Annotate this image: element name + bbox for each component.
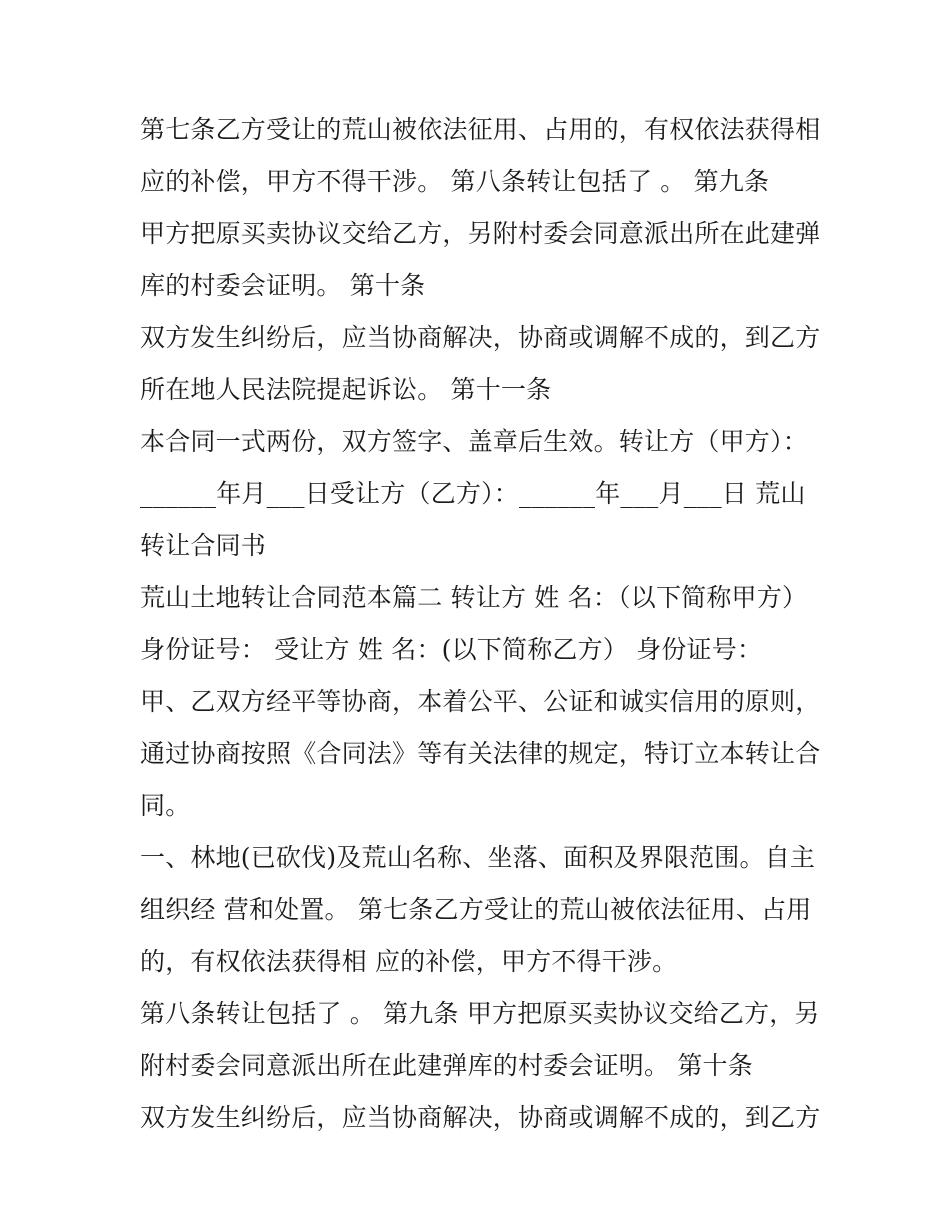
text-line: 甲方把原买卖协议交给乙方，另附村委会同意派出所在此建弹 <box>140 219 821 248</box>
text-line: 同。 <box>140 791 191 820</box>
text-line: 双方发生纠纷后，应当协商解决，协商或调解不成的，到乙方 <box>140 323 821 352</box>
document-body <box>140 104 820 1144</box>
text-line: 组织经 营和处置。 第七条乙方受让的荒山被依法征用、占用 <box>140 895 812 924</box>
text-line: 的，有权依法获得相 应的补偿，甲方不得干涉。 <box>140 947 678 976</box>
text-line: 双方发生纠纷后，应当协商解决，协商或调解不成的，到乙方 <box>140 1103 821 1132</box>
text-line: 转让合同书 <box>140 531 267 560</box>
text-line: 第八条转让包括了 。 第九条 甲方把原买卖协议交给乙方，另 <box>140 999 820 1028</box>
text-line: 附村委会同意派出所在此建弹库的村委会证明。 第十条 <box>140 1051 753 1080</box>
text-line: 荒山土地转让合同范本篇二 转让方 姓 名：（以下简称甲方） <box>140 583 808 612</box>
text-line: 甲、乙双方经平等协商，本着公平、公证和诚实信用的原则， <box>140 687 821 716</box>
text-line: ______年月___日受让方（乙方）：______年___月___日 荒山 <box>140 479 806 508</box>
text-line: 第七条乙方受让的荒山被依法征用、占用的，有权依法获得相 <box>140 115 821 144</box>
text-line: 身份证号： 受让方 姓 名：(以下简称乙方） 身份证号： <box>140 635 763 664</box>
text-line: 本合同一式两份，双方签字、盖章后生效。转让方（甲方）： <box>140 427 808 456</box>
text-line: 所在地人民法院提起诉讼。 第十一条 <box>140 375 552 404</box>
text-line: 一、林地(已砍伐)及荒山名称、坐落、面积及界限范围。自主 <box>140 843 816 872</box>
text-line: 应的补偿，甲方不得干涉。 第八条转让包括了 。 第九条 <box>140 167 770 196</box>
text-line: 通过协商按照《合同法》等有关法律的规定，特订立本转让合 <box>140 739 821 768</box>
text-line: 库的村委会证明。 第十条 <box>140 271 426 300</box>
